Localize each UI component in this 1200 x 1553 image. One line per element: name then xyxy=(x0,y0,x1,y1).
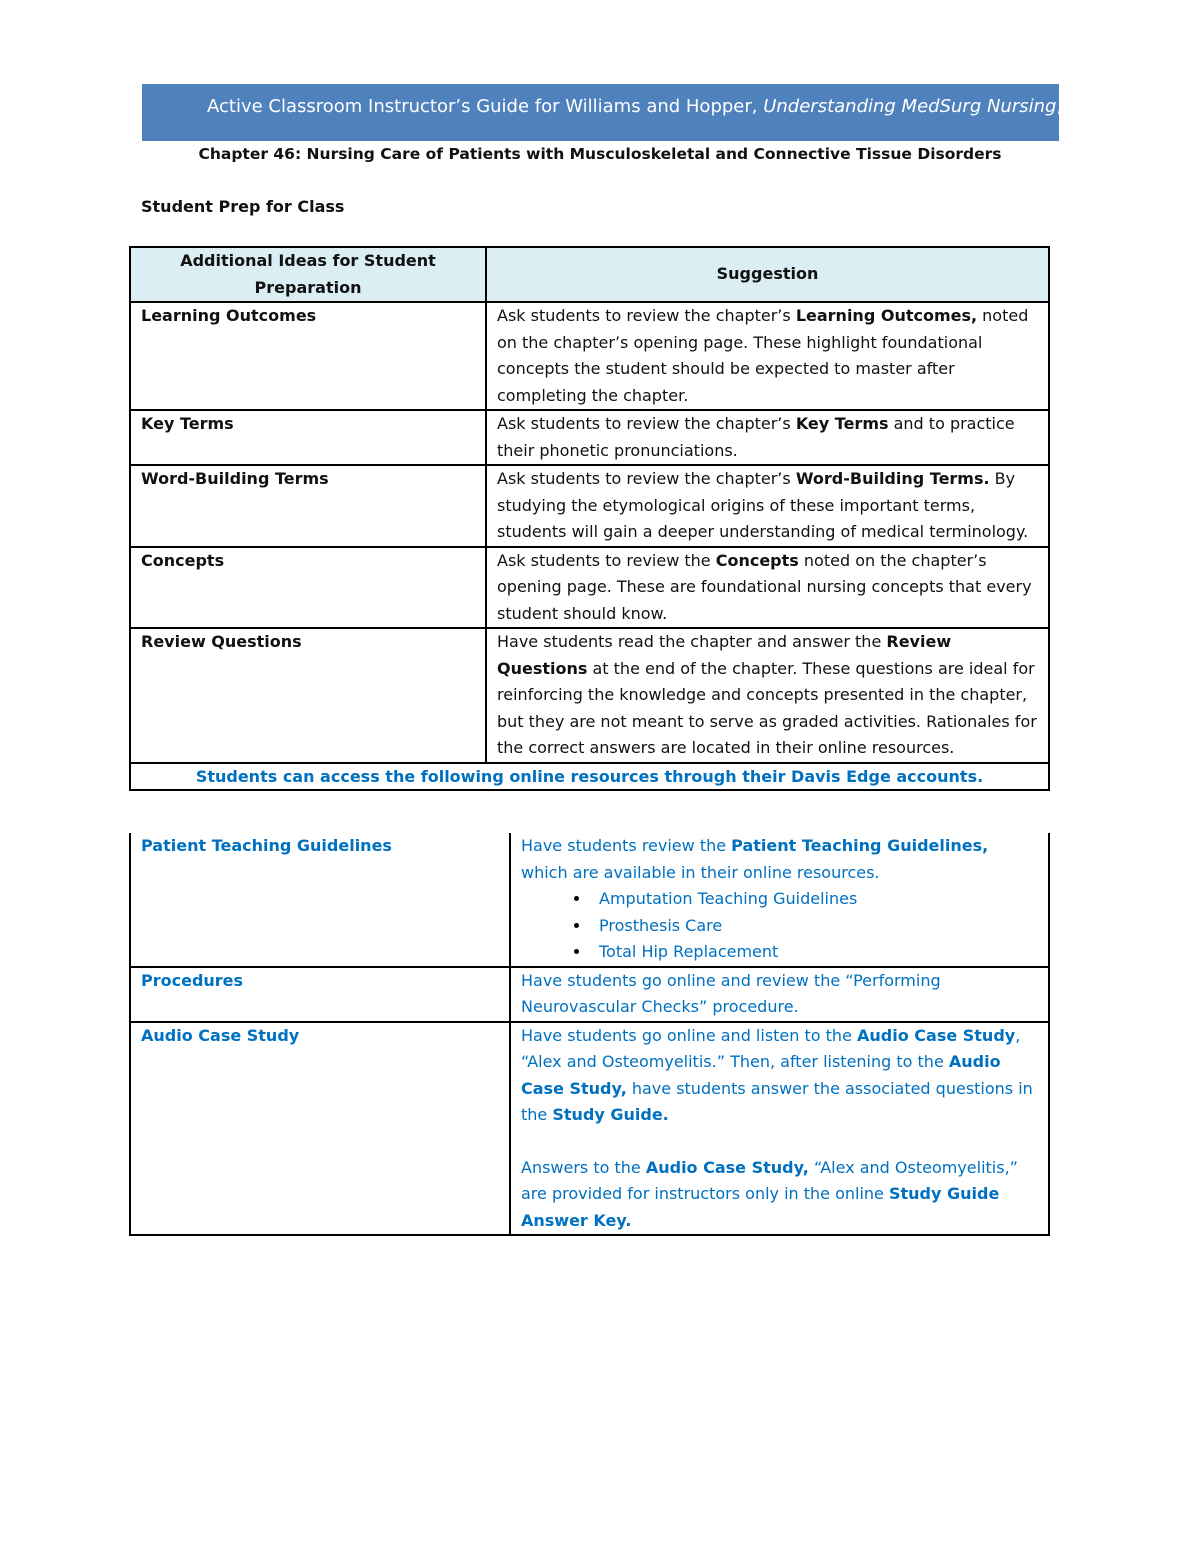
table-row xyxy=(130,465,1049,547)
row-label: Procedures xyxy=(130,967,510,1022)
row-suggestion xyxy=(510,833,1049,967)
suggestion-text: at the end of the chapter. These questions are ideal for reinforcing the knowledge and concepts presented in the chapter, but they are not meant to serve as graded activities. Rationales for the correct answers are located in their online resources. xyxy=(497,658,1037,757)
row-label: Patient Teaching Guidelines xyxy=(130,833,510,967)
table-row xyxy=(130,967,1049,1022)
table-row xyxy=(130,1022,1049,1236)
row-label: Learning Outcomes xyxy=(130,302,486,410)
row-suggestion xyxy=(486,302,1049,410)
suggestion-text: Ask students to review the chapter’s xyxy=(497,414,796,433)
suggestion-bold: Study Guide. xyxy=(552,1105,669,1124)
suggestion-text: noted on the chapter’s opening page. These are foundational nursing concepts that every student should know. xyxy=(497,550,1032,623)
row-label: Audio Case Study xyxy=(130,1022,510,1236)
suggestion-bold: Audio Case Study xyxy=(857,1025,1016,1045)
suggestion-text: noted on the chapter’s opening page. These highlight foundational concepts the student should be expected to master after completing the chapter. xyxy=(497,306,1029,405)
suggestion-text: Have students read the chapter and answer the xyxy=(497,632,887,651)
row-label: Review Questions xyxy=(130,628,486,763)
suggestion-text: Ask students to review the chapter’s xyxy=(497,469,796,488)
row-label: Concepts xyxy=(130,547,486,629)
ptg-intro xyxy=(521,833,1038,886)
suggestion-bold: Patient Teaching Guidelines, xyxy=(731,836,989,855)
document-header-text xyxy=(207,96,1090,117)
document-header-bar xyxy=(142,84,1091,141)
suggestion-bold: Key Terms xyxy=(795,414,889,433)
suggestion-text: and to practice their phonetic pronunciations. xyxy=(497,414,1015,460)
table-header-row xyxy=(130,247,1049,302)
list-item: • Total Hip Replacement xyxy=(591,939,1038,966)
suggestion-bold: Word-Building Terms. xyxy=(795,469,990,488)
guideline-list xyxy=(521,886,1038,966)
suggestion-text: Ask students to review the chapter’s xyxy=(497,306,796,325)
audio-paragraph-2 xyxy=(521,1155,1038,1235)
paragraph-gap xyxy=(521,1129,1038,1155)
suggestion-bold: Learning Outcomes, xyxy=(795,306,978,325)
suggestion-text: Have students review the xyxy=(521,836,732,855)
suggestion-text: By studying the etymological origins of these important terms, students will gain a deeper understanding of medical terminology. xyxy=(497,469,1029,541)
row-suggestion: Have students go online and review the “Performing Neurovascular Checks” procedure. xyxy=(510,967,1049,1022)
audio-paragraph-1 xyxy=(521,1023,1038,1129)
table-row xyxy=(130,410,1049,465)
suggestion-bold: Review Questions xyxy=(497,632,952,678)
header-prefix: Active Classroom Instructor’s Guide for Williams and Hopper, xyxy=(207,96,764,117)
table-row xyxy=(130,833,1049,967)
suggestion-text: have students answer the associated questions in the xyxy=(521,1078,1033,1124)
table-row xyxy=(130,628,1049,763)
row-suggestion xyxy=(486,410,1049,465)
online-resources-banner: Students can access the following online resources through their Davis Edge accounts. xyxy=(130,763,1049,790)
row-suggestion xyxy=(486,547,1049,629)
chapter-title: Chapter 46: Nursing Care of Patients with Musculoskeletal and Connective Tissue Disorders xyxy=(198,145,1002,163)
table-row xyxy=(130,302,1049,410)
header-book-title: Understanding MedSurg Nursing xyxy=(763,96,1057,117)
row-suggestion xyxy=(486,465,1049,547)
suggestion-bold: Audio Case Study, xyxy=(521,1052,1001,1098)
section-heading: Student Prep for Class xyxy=(141,197,345,216)
suggestion-bold: Concepts xyxy=(715,550,799,570)
online-resources-banner-row xyxy=(130,763,1049,790)
suggestion-text: Ask students to review the xyxy=(497,550,716,570)
suggestion-bold: Audio Case Study, xyxy=(645,1157,809,1177)
list-item: • Amputation Teaching Guidelines xyxy=(591,886,1038,913)
student-prep-table xyxy=(129,246,1050,791)
header-cell-ideas: Additional Ideas for Student Preparation xyxy=(130,247,486,302)
table-row xyxy=(130,547,1049,629)
row-label: Word-Building Terms xyxy=(130,465,486,547)
suggestion-text: , “Alex and Osteomyelitis.” Then, after listening to the xyxy=(521,1025,1021,1071)
row-label: Key Terms xyxy=(130,410,486,465)
suggestion-text: Have students go online and listen to the xyxy=(521,1025,857,1045)
row-suggestion xyxy=(510,1022,1049,1236)
suggestion-bold: Study Guide Answer Key. xyxy=(521,1184,1000,1230)
online-resources-table xyxy=(129,833,1050,1236)
suggestion-text: “Alex and Osteomyelitis,” are provided for instructors only in the online xyxy=(521,1157,1018,1203)
header-cell-suggestion: Suggestion xyxy=(486,247,1049,302)
row-suggestion xyxy=(486,628,1049,763)
list-item: • Prosthesis Care xyxy=(591,913,1038,940)
header-suffix: , 6e xyxy=(1056,96,1091,117)
suggestion-text: which are available in their online resources. xyxy=(521,862,880,882)
suggestion-text: Answers to the xyxy=(521,1157,646,1177)
